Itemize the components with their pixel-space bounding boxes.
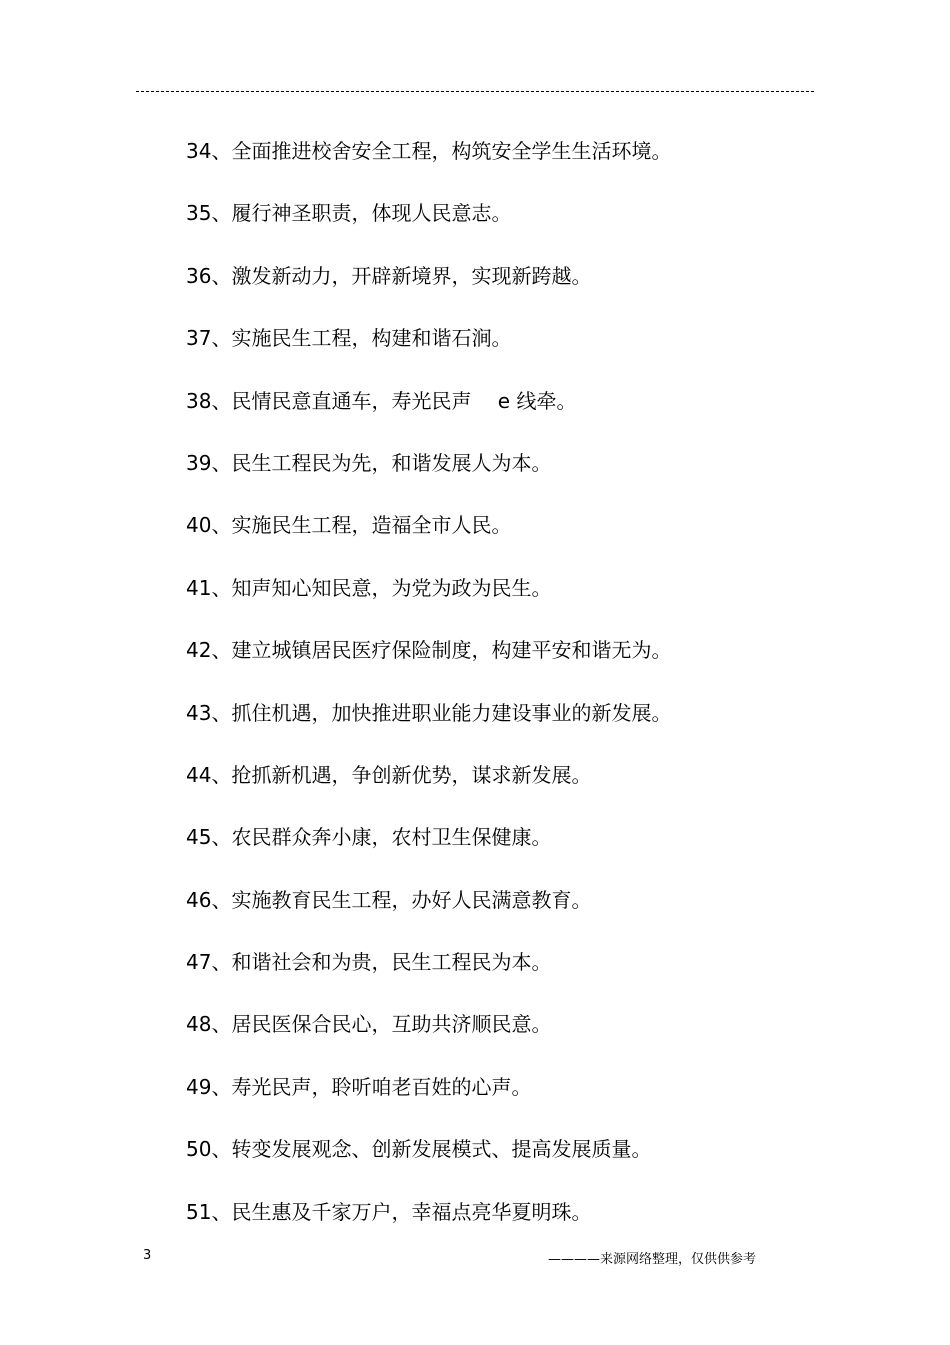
list-item: 41、知声知心知民意，为党为政为民生。 xyxy=(186,575,552,600)
page-number: 3 xyxy=(143,1248,152,1263)
list-item: 36、激发新动力，开辟新境界，实现新跨越。 xyxy=(186,263,592,288)
list-item: 44、抢抓新机遇，争创新优势，谋求新发展。 xyxy=(186,762,592,787)
slogan-list xyxy=(186,137,671,1260)
header-dashed-rule xyxy=(136,91,814,92)
list-item: 48、居民医保合民心，互助共济顺民意。 xyxy=(186,1012,552,1037)
list-item: 45、农民群众奔小康，农村卫生保健康。 xyxy=(186,825,552,850)
list-item: 35、履行神圣职责，体现人民意志。 xyxy=(186,201,512,226)
list-item: 51、民生惠及千家万户，幸福点亮华夏明珠。 xyxy=(186,1199,592,1224)
footer-note: ————来源网络整理，仅供供参考 xyxy=(548,1252,757,1267)
list-item: 34、全面推进校舍安全工程，构筑安全学生生活环境。 xyxy=(186,139,672,163)
list-item: 42、建立城镇居民医疗保险制度，构建平安和谐无为。 xyxy=(186,638,672,663)
list-item: 40、实施民生工程，造福全市人民。 xyxy=(186,513,512,538)
list-item: 43、抓住机遇，加快推进职业能力建设事业的新发展。 xyxy=(186,700,672,725)
list-item: 49、寿光民声，聆听咱老百姓的心声。 xyxy=(186,1074,532,1099)
list-item: 47、和谐社会和为贵，民生工程民为本。 xyxy=(186,950,552,975)
list-item: 46、实施教育民生工程，办好人民满意教育。 xyxy=(186,887,592,912)
list-item: 39、民生工程民为先，和谐发展人为本。 xyxy=(186,450,552,475)
list-item: 38、民情民意直通车，寿光民声 e 线牵。 xyxy=(186,388,577,413)
list-item: 50、转变发展观念、创新发展模式、提高发展质量。 xyxy=(186,1137,652,1162)
list-item: 37、实施民生工程，构建和谐石涧。 xyxy=(186,326,512,351)
